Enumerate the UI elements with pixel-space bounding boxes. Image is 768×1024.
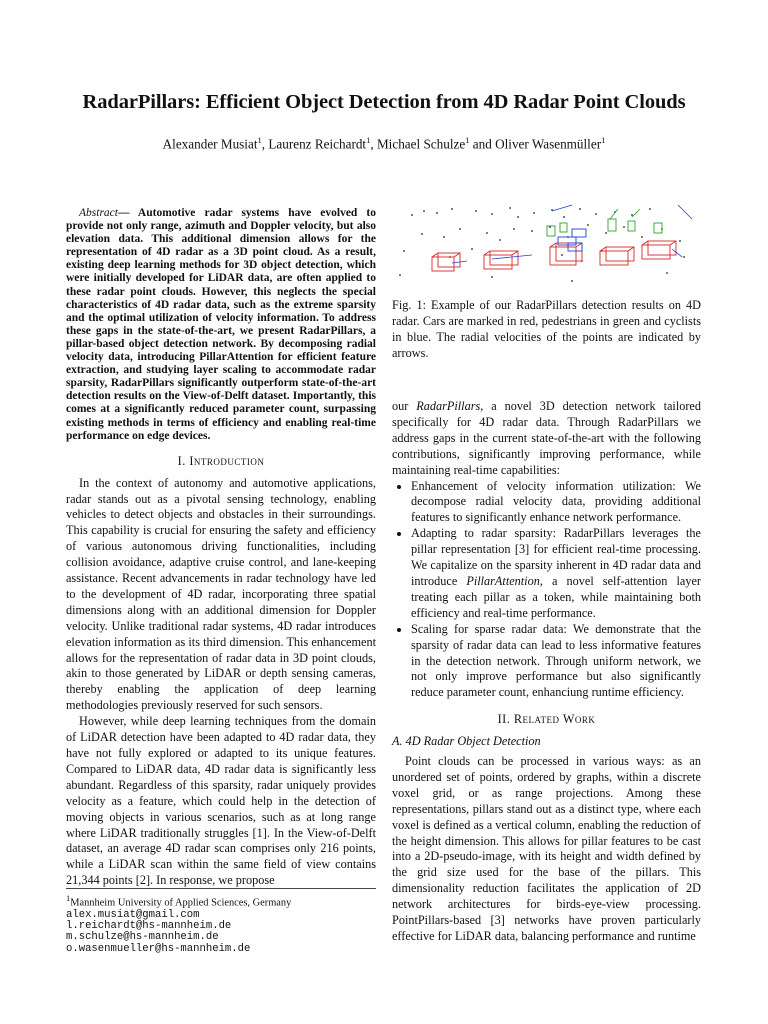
subsection-heading: A. 4D Radar Object Detection [392, 734, 541, 749]
intro-paragraph: However, while deep learning techniques from the domain of LiDAR detection have been adapted to 4D radar data, they have not fully explored or adapted to its unique features. Compared to LiDAR data, 4D radar data is significantly less abundant. Regardless of this sparsity, radar uniquely provides velocity as a feature, which could help in the detection of moving objects in various scenarios, such as at long range where LiDAR traditionally struggles [1]. In the View-of-Delft dataset, an average 4D radar scan comprises only 216 points, while a LiDAR scan within the same field of view contains 21,344 points [2]. In response, we propose [66, 714, 376, 888]
intro-paragraph: In the context of autonomy and automotive applications, radar stands out as a pivotal sensing technology, enabling vehicles to detect objects and obstacles in their surroundings. This capability is crucial for ensuring the safety and efficiency of various autonomous driving functionalities, including collision avoidance, adaptive cruise control, and lane-keeping assistance. Recent advancements in radar technology have led to the development of 4D radar, incorporating three spatial dimensions along with an additional dimension for Doppler velocity. Unlike traditional radar systems, 4D radar introduces elevation information as its third dimension. This enhancement allows for the representation of radar data in 3D point clouds, akin to those generated by LiDAR or depth sensing cameras, thereby enabling the application of deep learning methodologies previously reserved for such sensors. [66, 475, 376, 713]
abstract [66, 207, 376, 443]
text-span: , a novel 3D detection network tailored specifically for 4D radar data. Through RadarPillars we address gaps in the current state-of-the-art with the following contributions, significantly improving performance, while maintaining real-time capabilities: [392, 399, 701, 477]
radar-detection-visualization [392, 199, 701, 287]
abstract-label: Abstract [79, 207, 118, 219]
text-span: our [392, 399, 417, 413]
affiliation-mark: 1 [257, 135, 262, 145]
author-name: Laurenz Reichardt [268, 136, 367, 152]
figure-1 [392, 199, 701, 362]
section-heading-related-work: II. Related Work [497, 712, 596, 727]
method-name: RadarPillars [416, 399, 481, 413]
email-address[interactable]: l.reichardt@hs-mannheim.de [66, 920, 232, 933]
car-boxes [432, 241, 676, 271]
section-heading-introduction: I. Introduction [177, 453, 265, 468]
intro-continuation [392, 399, 701, 479]
author-separator: , [261, 136, 269, 152]
email-address[interactable]: alex.musiat@gmail.com [66, 908, 200, 921]
figure-caption: Fig. 1: Example of our RadarPillars detection results on 4D radar. Cars are marked in red, pedestrians in green and cyclists in blue. The radial velocities of the points are indicated by arrows. [392, 298, 701, 360]
left-column [66, 207, 376, 889]
author-name: Oliver Wasenmüller [495, 136, 602, 152]
right-column [392, 399, 701, 945]
contribution-item [411, 526, 701, 621]
paper-title: RadarPillars: Efficient Object Detection from 4D Radar Point Clouds [82, 91, 686, 113]
email-address[interactable]: m.schulze@hs-mannheim.de [66, 931, 219, 944]
author-name: Michael Schulze [376, 136, 466, 152]
contribution-list [392, 479, 701, 702]
author-separator: , [370, 136, 377, 152]
footnote [66, 888, 376, 955]
author-list [0, 135, 768, 152]
author-name: Alexander Musiat [162, 136, 258, 152]
footnote-affiliation: Mannheim University of Applied Sciences, Germany [70, 897, 292, 909]
related-paragraph: Point clouds can be processed in various ways: as an unordered set of points, ordered by graphs, within a discrete voxel grid, or as range projections. Among these representations, pillars stand out as a distinct type, where each voxel is defined as a vertical column, enabling the reduction of the height dimension. This allows for pillar features to be cast into a 2D-pseudo-image, with its height and width defined by the grid size used for the base of the pillars. This dimensionality reduction facilitates the application of 2D network architectures for birds-eye-view processing. PointPillars-based [3] networks have proven particularly effective for LiDAR data, balancing performance and runtime [392, 754, 701, 943]
author-separator: and [469, 136, 496, 152]
text-span: Adapting to radar sparsity: RadarPillars leverages the pillar representation [3] for efficient real-time processing. We capitalize on the sparsity inherent in 4D radar data and introduce [411, 526, 701, 588]
contribution-item [411, 622, 701, 702]
abstract-dash: — [117, 207, 138, 219]
method-name: PillarAttention [466, 573, 540, 588]
affiliation-mark: 1 [601, 135, 606, 145]
text-span: , a novel self-attention layer treating each pillar as a token, while maintaining both efficiency and real-time performance. [411, 573, 701, 620]
text-span: Scaling for sparse radar data: We demonstrate that the sparsity of radar data can lead to less informative features in the detection network. Through uniform network, we not only improve performance but also significantly reduce parameter count, enhanciung runtime efficiency. [411, 621, 701, 700]
affiliation-mark: 1 [465, 135, 470, 145]
pedestrian-boxes [547, 219, 662, 236]
email-address[interactable]: o.wasenmueller@hs-mannheim.de [66, 942, 251, 955]
affiliation-mark: 1 [366, 135, 371, 145]
contribution-item [411, 479, 701, 527]
abstract-text: Automotive radar systems have evolved to provide not only range, azimuth and Doppler velocity, but also elevation data. This additional dimension allows for the representation of 4D radar as a 3D point cloud. As a result, existing deep learning methods for 3D object detection, which were initially developed for LiDAR data, are often applied to these radar point clouds. However, this neglects the special characteristics of 4D radar data, such as the extreme sparsity and the optimal utilization of velocity information. To address these gaps in the state-of-the-art, we present RadarPillars, a pillar-based object detection network. By decomposing radial velocity data, introducing PillarAttention for efficient feature extraction, and studying layer scaling to accommodate radar sparsity, RadarPillars significantly outperform state-of-the-art detection results on the View-of-Delft dataset. Importantly, this comes at a significantly reduced parameter count, surpassing existing methods in terms of efficiency and enabling real-time performance on edge devices. [66, 207, 376, 442]
footnote-mark: 1 [66, 893, 71, 903]
text-span: Enhancement of velocity information utilization: We decompose radial velocity data, providing additional features to significantly enhance network performance. [411, 478, 701, 525]
